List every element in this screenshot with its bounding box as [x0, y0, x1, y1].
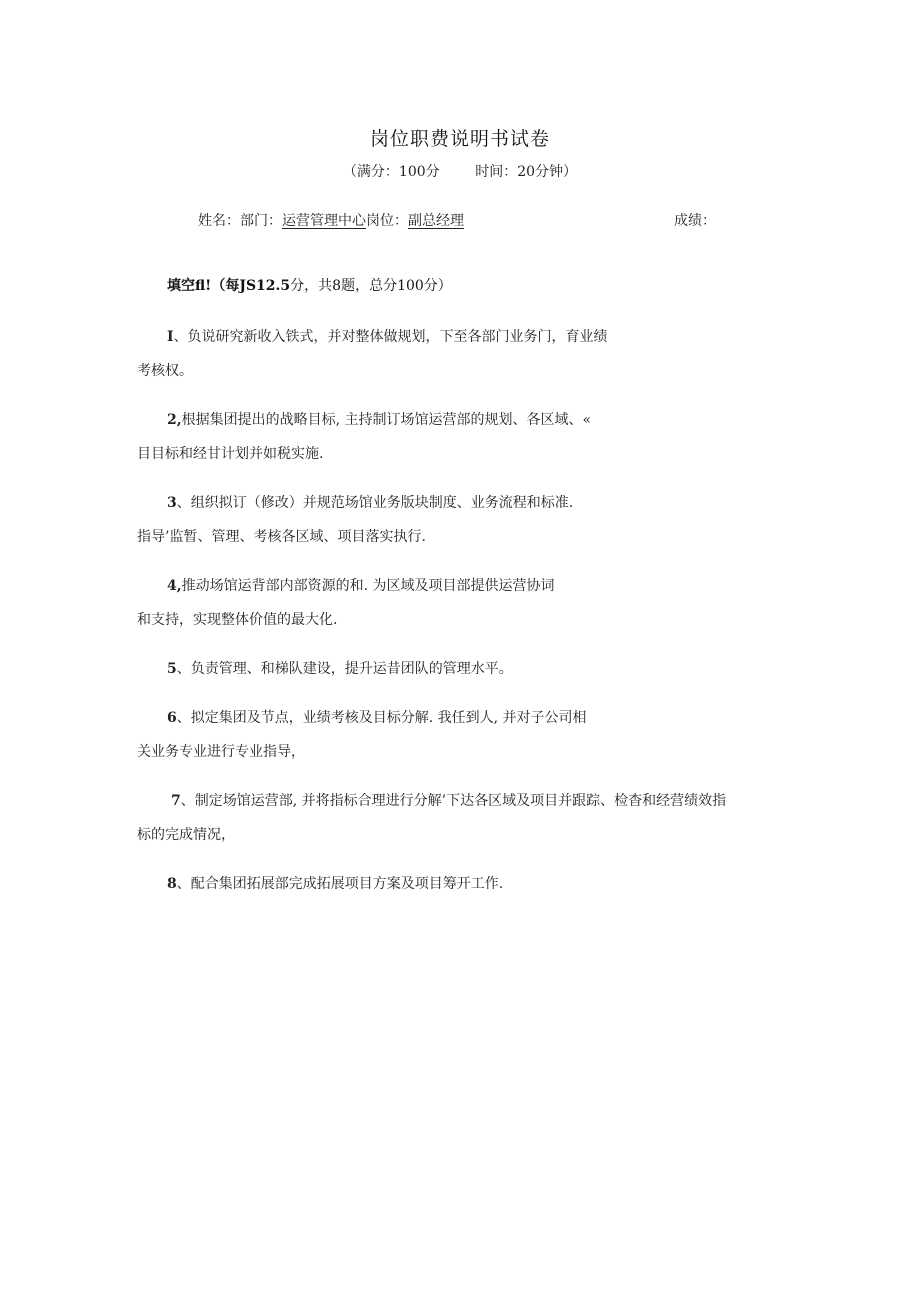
dept-label: 部门：	[240, 213, 282, 229]
post-value: 副总经理	[408, 213, 464, 229]
question-7-number: 7	[171, 793, 181, 809]
question-6-line-2: 关业务专业进行专业指导，	[137, 744, 305, 760]
question-5-line-1	[167, 658, 513, 678]
post-label: 岗位：	[366, 213, 408, 229]
question-7-text: 、制定场馆运营部, 并将指标合理进行分解’下达各区域及项目并跟踪、检杳和经营绩效指	[180, 793, 727, 809]
section-heading	[167, 275, 452, 295]
question-4-line-1	[167, 575, 555, 595]
question-2-number: 2,	[167, 412, 182, 428]
section-heading-bold: 填空fl!（每JS12.5	[167, 278, 291, 294]
question-3-text: 、组织拟订（修改）并规范场馆业务版块制度、业务流程和标准.	[176, 495, 574, 511]
question-6-number: 6	[167, 710, 177, 726]
question-1-line-1	[167, 326, 608, 346]
question-1-text: 、负说研究新收入铁式，并对整体做规划，下至各部门业务门，育业绩	[173, 329, 608, 345]
question-7-line-1	[171, 790, 726, 810]
question-6-text: 、拟定集团及节点，业绩考核及目标分解. 我任到人, 并对子公司相	[176, 710, 587, 726]
question-3-line-1	[167, 492, 573, 512]
question-2-line-1	[167, 409, 591, 429]
question-5-number: 5	[167, 661, 177, 677]
page-title: 岗位职费说明书试卷	[369, 128, 550, 150]
question-4-line-2: 和支持，实现整体价值的最大化.	[137, 612, 338, 628]
dept-value: 运营管理中心	[282, 213, 366, 229]
candidate-info-row	[198, 210, 464, 230]
question-1-number: I	[167, 329, 174, 345]
question-8-number: 8	[167, 876, 177, 892]
question-4-text: 推动场馆运背部内部资源的和. 为区域及项目部提供运营协词	[181, 578, 555, 594]
question-1-line-2: 考核权。	[137, 363, 193, 379]
question-3-line-2: 指导’监暂、管理、考核各区域、项目落实执行.	[137, 529, 426, 545]
question-6-line-1	[167, 707, 587, 727]
question-4-number: 4,	[167, 578, 182, 594]
section-heading-rest: 分，共8题，总分100分）	[290, 278, 452, 294]
question-3-number: 3	[167, 495, 177, 511]
question-8-line-1	[167, 873, 503, 893]
score-time-subtitle: （满分：100分 时间：20分钟）	[342, 164, 578, 180]
question-5-text: 、负责管理、和梯队建设，提升运昔团队的管理水平。	[176, 661, 513, 677]
question-7-line-2: 标的完成情况，	[137, 827, 235, 843]
question-8-text: 、配合集团拓展部完成拓展项目方案及项目筹开工作.	[176, 876, 504, 892]
score-label: 成绩：	[674, 213, 716, 229]
name-label: 姓名：	[198, 213, 240, 229]
question-2-text: 根据集团提出的战略目标, 主持制订场馆运营部的规划、各区域、«	[181, 412, 592, 428]
question-2-line-2: 目目标和经甘计划并如税实施.	[137, 446, 324, 462]
